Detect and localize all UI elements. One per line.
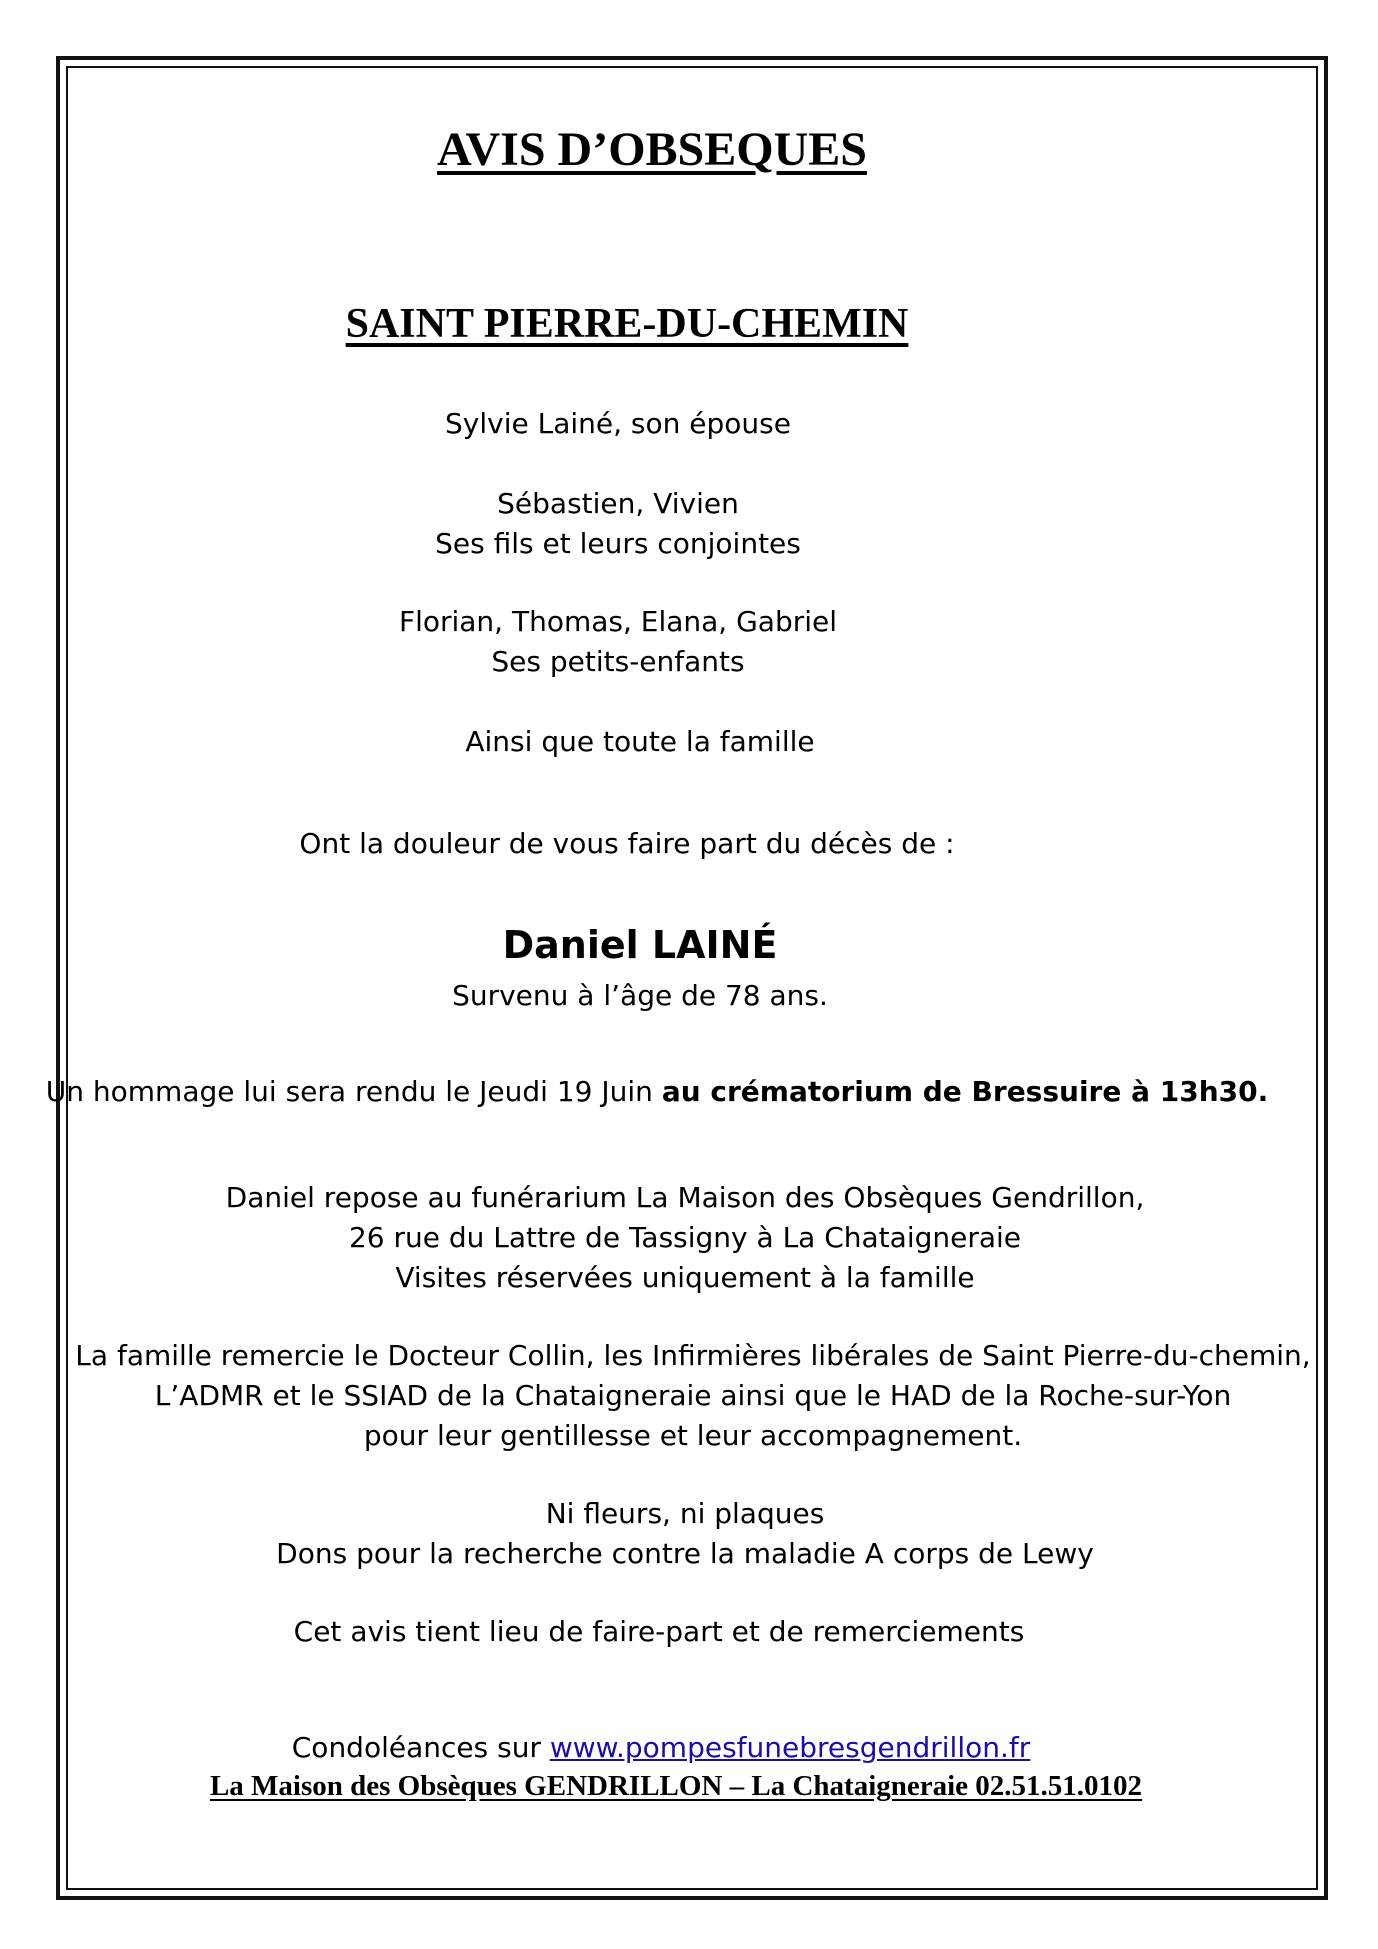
flowers-line: Ni fleurs, ni plaques [545,1497,825,1530]
visits-line: Visites réservées uniquement à la famille [395,1261,975,1294]
sons-label: Ses fils et leurs conjointes [435,527,801,560]
age-line: Survenu à l’âge de 78 ans. [452,979,828,1012]
condolences-line [292,1730,1030,1766]
deceased-name: Daniel LAINÉ [502,923,778,967]
spouse-line: Sylvie Lainé, son épouse [445,407,791,440]
notice-title: AVIS D’OBSEQUES [437,123,867,176]
donations-line: Dons pour la recherche contre la maladie A corps de Lewy [276,1537,1094,1570]
thanks-line: pour leur gentillesse et leur accompagnement. [363,1419,1023,1452]
rest-place-address: 26 rue du Lattre de Tassigny à La Chataigneraie [348,1221,1022,1254]
announcement-line: Ont la douleur de vous faire part du décès de : [299,827,955,860]
notice-line: Cet avis tient lieu de faire-part et de remerciements [293,1615,1025,1648]
town-heading: SAINT PIERRE-DU-CHEMIN [345,301,909,347]
grandchildren-names: Florian, Thomas, Elana, Gabriel [398,605,838,638]
ceremony-text: Un hommage lui sera rendu le Jeudi 19 Juin [45,1075,662,1108]
ceremony-place-time: au crématorium de Bressuire à 13h30. [661,1075,1269,1108]
ceremony-line [46,1074,1268,1110]
sons-names: Sébastien, Vivien [497,487,739,520]
thanks-line: La famille remercie le Docteur Collin, les Infirmières libérales de Saint Pierre-du-chemin, [75,1339,1311,1372]
grandchildren-label: Ses petits-enfants [491,645,745,678]
rest-place-line: Daniel repose au funérarium La Maison des Obsèques Gendrillon, [225,1181,1145,1214]
condolences-text: Condoléances sur [291,1731,550,1764]
funeral-home-footer: La Maison des Obsèques GENDRILLON – La Chataigneraie 02.51.51.0102 [209,1770,1143,1802]
condolences-link[interactable]: www.pompesfunebresgendrillon.fr [549,1731,1031,1764]
family-line: Ainsi que toute la famille [465,725,815,758]
thanks-line: L’ADMR et le SSIAD de la Chataigneraie ainsi que le HAD de la Roche-sur-Yon [154,1379,1232,1412]
